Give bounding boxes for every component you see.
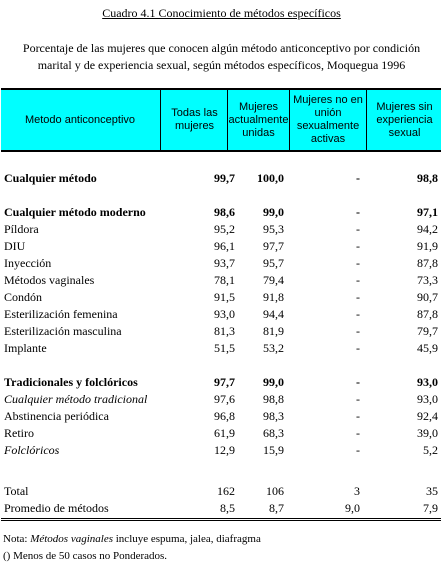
cell-unidas: 100,0 [257,171,284,185]
row-label: Implante [4,341,47,355]
cell-no-union: - [356,239,360,253]
table-row [0,204,443,221]
cell-todas: 97,6 [214,392,235,406]
cell-todas: 93,0 [214,307,235,321]
header-divider [289,90,290,150]
cell-no-union: 9,0 [345,501,360,515]
cell-todas: 96,8 [214,409,235,423]
cell-todas: 61,9 [214,426,235,440]
header-metodo: Metodo anticonceptivo [24,113,136,126]
cell-sin-exp: 93,0 [417,375,438,389]
row-label: Cualquier método [4,171,97,185]
cell-no-union: - [356,409,360,423]
table-header [1,88,441,152]
table-subtitle [10,40,433,74]
cell-todas: 51,5 [214,341,235,355]
header-divider [160,90,161,150]
table-row [0,425,443,442]
cell-todas: 93,7 [214,256,235,270]
row-label: Inyección [4,256,52,270]
cell-todas: 8,5 [220,501,235,515]
cell-todas: 162 [217,484,235,498]
cell-todas: 97,7 [214,375,235,389]
table-row [0,170,443,187]
cell-no-union: - [356,205,360,219]
table-row [0,391,443,408]
footnote-2: () Menos de 50 casos no Ponderados. [3,550,168,562]
row-label: Cualquier método moderno [4,205,146,219]
cell-sin-exp: 45,9 [417,341,438,355]
row-label: Folclóricos [4,443,60,457]
cell-no-union: - [356,222,360,236]
table-row [0,500,443,517]
cell-unidas: 8,7 [269,501,284,515]
table-row [0,306,443,323]
footnote-prefix: Nota: [3,533,31,545]
header-divider [366,90,367,150]
row-label: DIU [4,239,26,253]
footnote-italic: Métodos vaginales [30,533,113,545]
cell-unidas: 99,0 [263,375,284,389]
cell-sin-exp: 39,0 [417,426,438,440]
cell-unidas: 95,3 [263,222,284,236]
cell-no-union: - [356,307,360,321]
cell-todas: 98,6 [214,205,235,219]
cell-unidas: 79,4 [263,273,284,287]
cell-sin-exp: 5,2 [423,443,438,457]
row-label: Promedio de métodos [4,501,109,515]
table-row [0,483,443,500]
cell-unidas: 94,4 [263,307,284,321]
footnote [3,532,261,546]
cell-unidas: 81,9 [263,324,284,338]
row-label: Esterilización femenina [4,307,118,321]
cell-sin-exp: 79,7 [417,324,438,338]
row-label: Tradicionales y folclóricos [4,375,138,389]
table-title: Cuadro 4.1 Conocimiento de métodos específicos [102,6,341,20]
cell-no-union: - [356,256,360,270]
cell-no-union: - [356,273,360,287]
cell-todas: 12,9 [214,443,235,457]
cell-unidas: 106 [266,484,284,498]
cell-sin-exp: 7,9 [423,501,438,515]
cell-unidas: 91,8 [263,290,284,304]
row-label: Píldora [4,222,39,236]
row-label: Total [4,484,29,498]
table-row [0,442,443,459]
cell-todas: 95,2 [214,222,235,236]
cell-sin-exp: 35 [426,484,438,498]
subtitle-line-2: marital y de experiencia sexual, según métodos específicos, Moquegua 1996 [37,58,406,72]
cell-unidas: 15,9 [263,443,284,457]
cell-todas: 78,1 [214,273,235,287]
header-mujeres-unidas: Mujeres actualmente unidas [228,100,289,139]
cell-sin-exp: 93,0 [417,392,438,406]
header-todas-mujeres: Todas las mujeres [171,107,218,132]
cell-sin-exp: 98,8 [417,171,438,185]
table-row [0,340,443,357]
cell-todas: 91,5 [214,290,235,304]
table-row [0,272,443,289]
cell-no-union: - [356,171,360,185]
cell-unidas: 68,3 [263,426,284,440]
row-label: Condón [4,290,43,304]
cell-todas: 96,1 [214,239,235,253]
cell-no-union: - [356,341,360,355]
table-row [0,221,443,238]
cell-unidas: 99,0 [263,205,284,219]
cell-unidas: 98,3 [263,409,284,423]
row-label: Cualquier método tradicional [4,392,148,406]
cell-sin-exp: 73,3 [417,273,438,287]
table-row [0,323,443,340]
cell-no-union: - [356,375,360,389]
cell-unidas: 98,8 [263,392,284,406]
table-row [0,374,443,391]
cell-sin-exp: 97,1 [417,205,438,219]
cell-unidas: 95,7 [263,256,284,270]
cell-todas: 99,7 [214,171,235,185]
row-label: Retiro [4,426,34,440]
cell-no-union: - [356,392,360,406]
subtitle-line-1: Porcentaje de las mujeres que conocen algún método anticonceptivo por condición [22,41,421,55]
cell-unidas: 53,2 [263,341,284,355]
cell-sin-exp: 87,8 [417,256,438,270]
row-label: Métodos vaginales [4,273,95,287]
cell-sin-exp: 94,2 [417,222,438,236]
table-row [0,289,443,306]
table-bottom-rule [1,518,441,519]
table-row [0,238,443,255]
row-label: Esterilización masculina [4,324,122,338]
row-label: Abstinencia periódica [4,409,109,423]
table-row [0,255,443,272]
header-mujeres-no-union: Mujeres no en unión sexualmente activas [293,94,363,145]
cell-no-union: - [356,324,360,338]
cell-sin-exp: 90,7 [417,290,438,304]
table-bottom-rule [1,520,441,521]
cell-todas: 81,3 [214,324,235,338]
cell-sin-exp: 91,9 [417,239,438,253]
cell-no-union: 3 [354,484,360,498]
cell-unidas: 97,7 [263,239,284,253]
cell-no-union: - [356,290,360,304]
cell-sin-exp: 87,8 [417,307,438,321]
cell-sin-exp: 92,4 [417,409,438,423]
cell-no-union: - [356,443,360,457]
cell-no-union: - [356,426,360,440]
table-row [0,408,443,425]
header-sin-experiencia: Mujeres sin experiencia sexual [376,100,433,139]
footnote-rest: incluye espuma, jalea, diafragma [113,533,261,545]
